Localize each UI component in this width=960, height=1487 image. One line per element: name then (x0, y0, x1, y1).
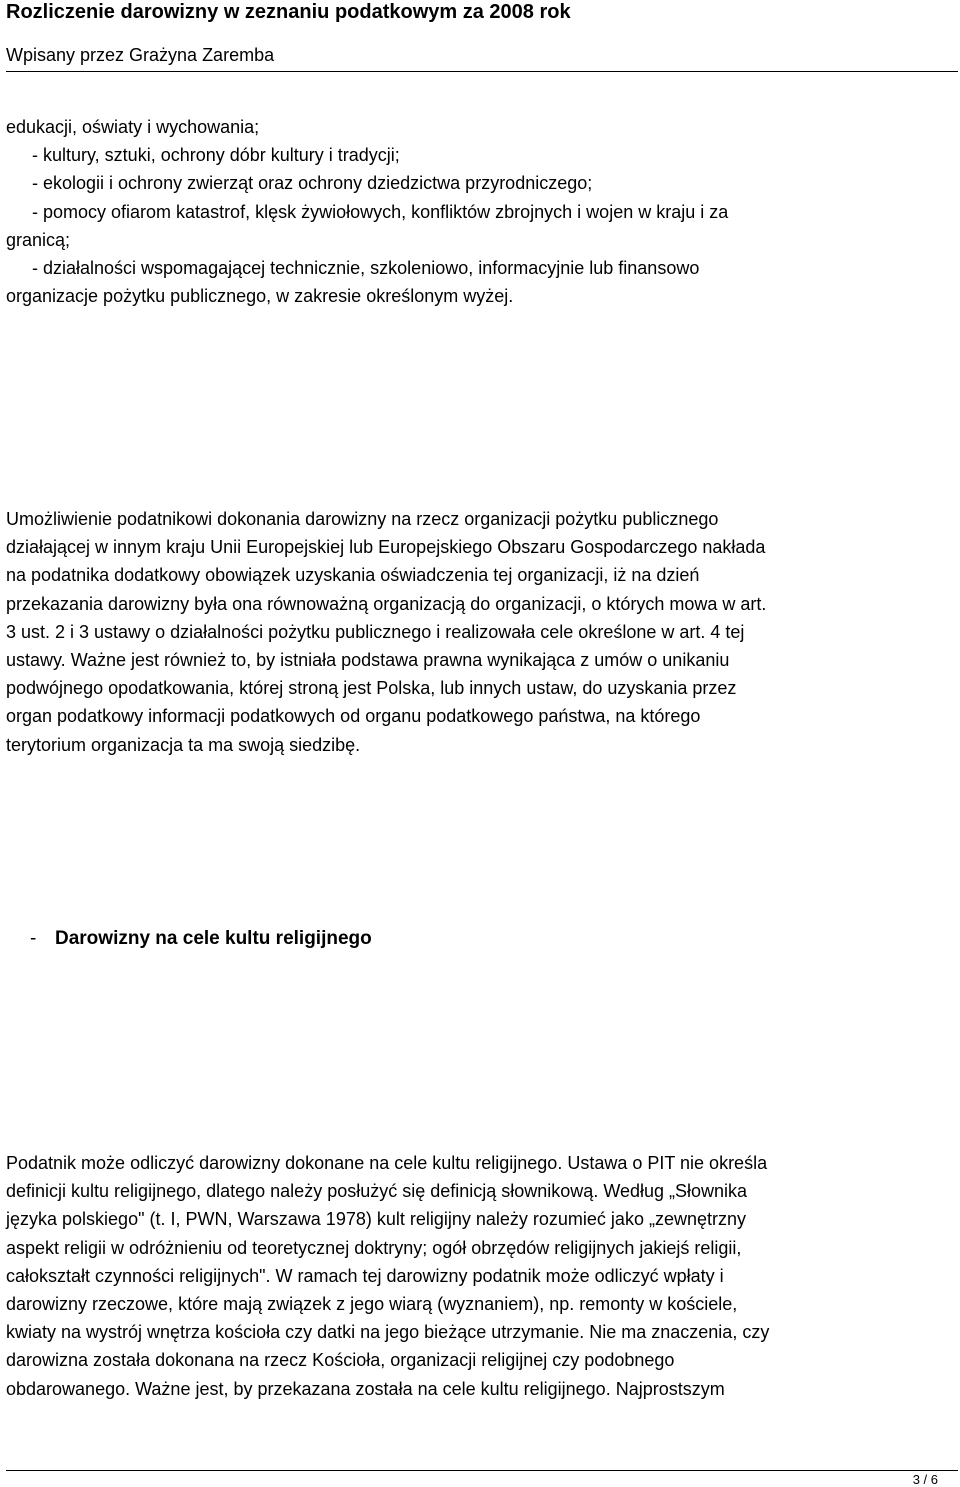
paragraph-line: całokształt czynności religijnych". W ramach tej darowizny podatnik może odliczyć wpłaty i (6, 1265, 724, 1286)
document-title: Rozliczenie darowizny w zeznaniu podatkowym za 2008 rok (6, 1, 571, 23)
list-item: - pomocy ofiarom katastrof, klęsk żywiołowych, konfliktów zbrojnych i wojen w kraju i za (32, 201, 729, 222)
author-line: Wpisany przez Grażyna Zaremba (6, 45, 275, 65)
paragraph-line: kwiaty na wystrój wnętrza kościoła czy datki na jego bieżące utrzymanie. Nie ma znaczenia, czy (6, 1322, 770, 1343)
paragraph-line: aspekt religii w odróżnieniu od teoretycznej doktryny; ogół obrzędów religijnych jakiejś religii, (6, 1237, 742, 1258)
paragraph-eu-organizations (6, 505, 954, 759)
paragraph-line: języka polskiego" (t. I, PWN, Warszawa 1978) kult religijny należy rozumieć jako „zewnętrzny (6, 1209, 746, 1230)
paragraph-line: definicji kultu religijnego, dlatego należy posłużyć się definicją słownikową. Według „Słownika (6, 1181, 748, 1202)
paragraph-line: terytorium organizacja ta ma swoją siedzibę. (6, 734, 361, 755)
paragraph-line: przekazania darowizny była ona równoważną organizacją do organizacji, o których mowa w art. (6, 593, 767, 614)
paragraph-line: na podatnika dodatkowy obowiązek uzyskania oświadczenia tej organizacji, iż na dzień (6, 565, 700, 586)
list-item: - ekologii i ochrony zwierząt oraz ochrony dziedzictwa przyrodniczego; (32, 173, 593, 194)
list-block (6, 113, 954, 310)
paragraph-line: darowizna została dokonana na rzecz Kościoła, organizacji religijnej czy podobnego (6, 1350, 675, 1371)
paragraph-line: ustawy. Ważne jest również to, by istniała podstawa prawna wynikająca z umów o unikaniu (6, 650, 730, 671)
paragraph-line: podwójnego opodatkowania, której stroną jest Polska, lub innych ustaw, do uzyskania przez (6, 678, 737, 699)
footer-divider (6, 1470, 958, 1471)
section-heading (30, 925, 372, 953)
list-line: edukacji, oświaty i wychowania; (6, 117, 260, 137)
paragraph-line: działającej w innym kraju Unii Europejskiej lub Europejskiego Obszaru Gospodarczego nakłada (6, 537, 766, 558)
section-heading-text: Darowizny na cele kultu religijnego (55, 928, 372, 949)
list-item: - działalności wspomagającej technicznie, szkoleniowo, informacyjnie lub finansowo (32, 258, 700, 279)
header-divider (6, 71, 958, 72)
paragraph-line: organ podatkowy informacji podatkowych od organu podatkowego państwa, na którego (6, 706, 701, 727)
paragraph-line: darowizny rzeczowe, które mają związek z jego wiarą (wyznaniem), np. remonty w kościele, (6, 1294, 738, 1315)
list-item: - kultury, sztuki, ochrony dóbr kultury i tradycji; (32, 145, 400, 166)
paragraph-line: Podatnik może odliczyć darowizny dokonane na cele kultu religijnego. Ustawa o PIT nie określa (6, 1153, 768, 1173)
paragraph-line: obdarowanego. Ważne jest, by przekazana została na cele kultu religijnego. Najprostszym (6, 1378, 725, 1399)
page-number: 3 / 6 (912, 1472, 938, 1487)
list-line: granicą; (6, 229, 71, 250)
paragraph-line: Umożliwienie podatnikowi dokonania darowizny na rzecz organizacji pożytku publicznego (6, 509, 719, 529)
paragraph-religious-cult (6, 1149, 954, 1403)
paragraph-line: 3 ust. 2 i 3 ustawy o działalności pożytku publicznego i realizowała cele określone w art. 4 tej (6, 621, 745, 642)
heading-dash: - (30, 928, 37, 949)
list-line: organizacje pożytku publicznego, w zakresie określonym wyżej. (6, 286, 514, 307)
